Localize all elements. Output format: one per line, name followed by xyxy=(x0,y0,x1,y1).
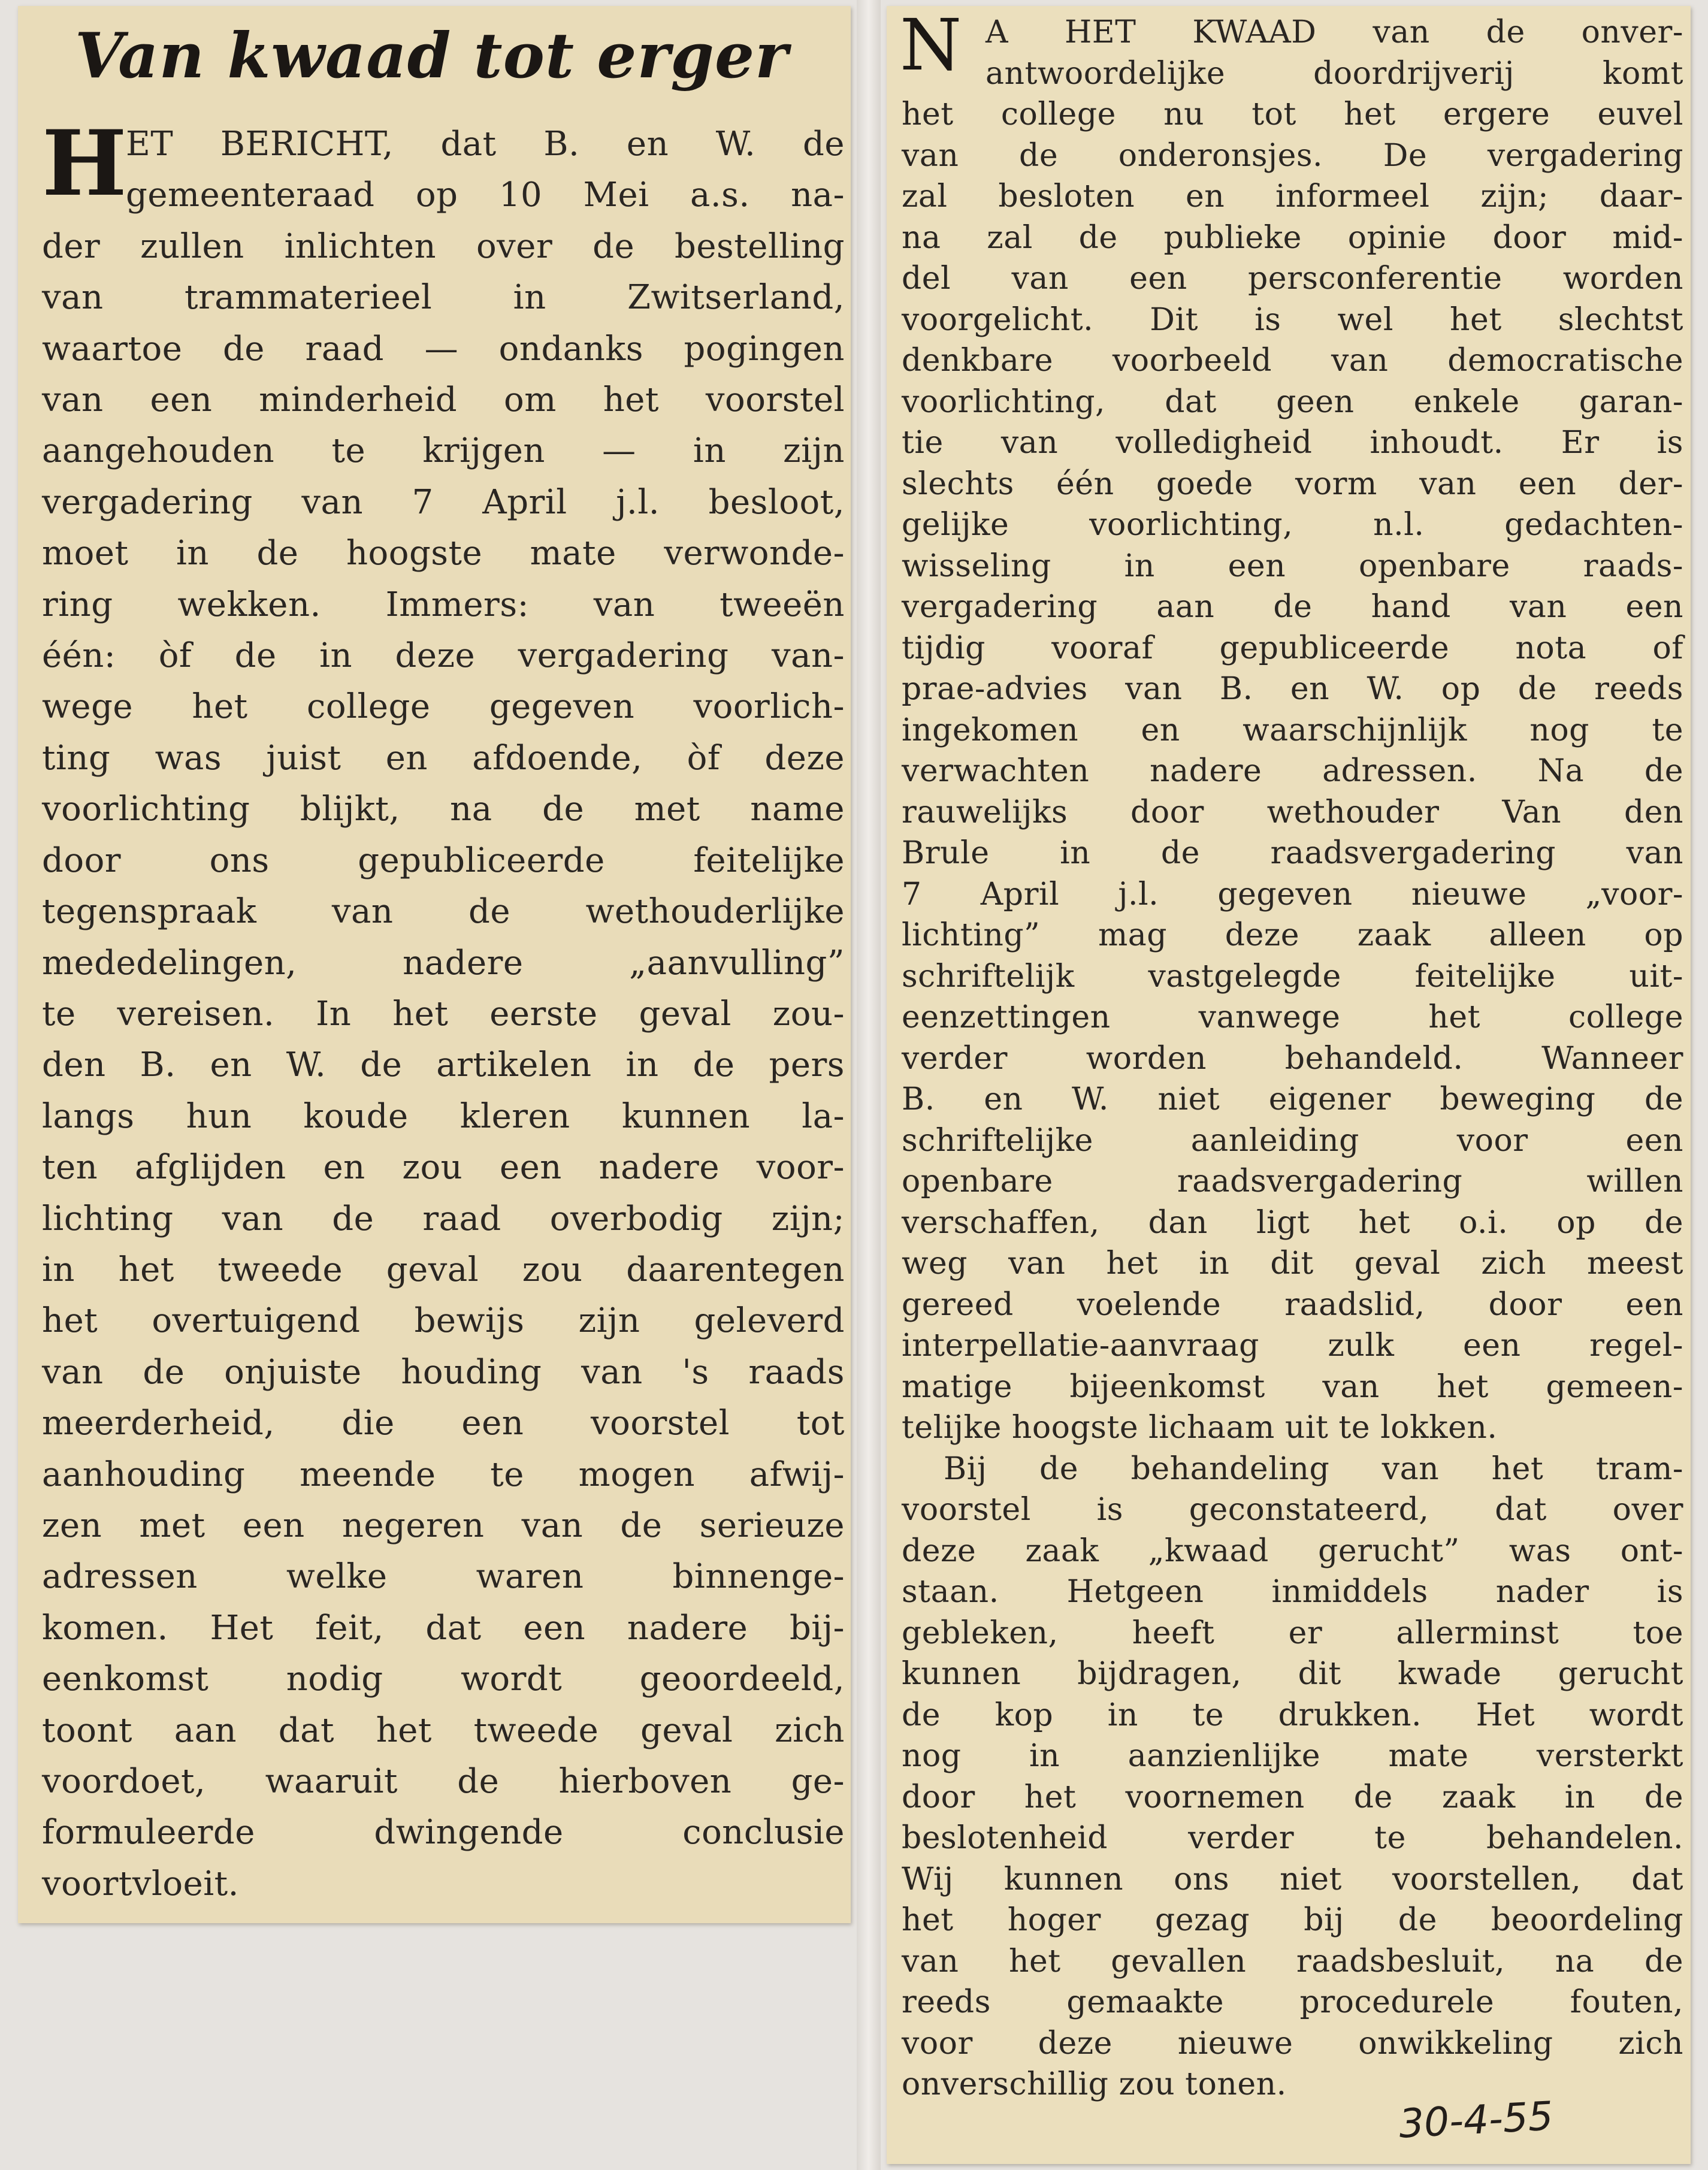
text-line: kunnen bijdragen, dit kwade gerucht xyxy=(902,1656,1683,1692)
text-line: antwoordelijke doordrijverij komt xyxy=(985,55,1683,92)
text-line: van de onderonsjes. De vergadering xyxy=(902,137,1683,174)
text-line: door het voornemen de zaak in de xyxy=(902,1779,1683,1815)
text-line: verder worden behandeld. Wanneer xyxy=(902,1040,1683,1077)
text-line: zen met een negeren van de serieuze xyxy=(42,1506,845,1545)
text-line: tegenspraak van de wethouderlijke xyxy=(42,892,845,932)
text-line: het overtuigend bewijs zijn geleverd xyxy=(42,1301,845,1341)
text-line: de kop in te drukken. Het wordt xyxy=(902,1697,1683,1733)
text-line: prae-advies van B. en W. op de reeds xyxy=(902,671,1683,707)
text-line: adressen welke waren binnenge- xyxy=(42,1557,845,1597)
text-line: komen. Het feit, dat een nadere bij- xyxy=(42,1608,845,1648)
text-line: interpellatie-aanvraag zulk een regel- xyxy=(902,1328,1683,1364)
text-line: voorlichting blijkt, na de met name xyxy=(42,790,845,829)
text-line: van trammaterieel in Zwitserland, xyxy=(42,278,845,318)
clipping-right-column xyxy=(887,6,1691,2164)
text-line: in het tweede geval zou daarentegen xyxy=(42,1250,845,1289)
right-drop-cap: N xyxy=(900,4,962,86)
text-line: aangehouden te krijgen — in zijn xyxy=(42,431,845,471)
text-line: ten afglijden en zou een nadere voor- xyxy=(42,1148,845,1187)
handwritten-date: 30-4-55 xyxy=(1398,2093,1555,2147)
text-line: verschaffen, dan ligt het o.i. op de xyxy=(902,1204,1683,1241)
text-line: gereed voelende raadslid, door een xyxy=(902,1286,1683,1323)
text-line: formuleerde dwingende conclusie xyxy=(42,1813,845,1852)
text-line: Wij kunnen ons niet voorstellen, dat xyxy=(902,1861,1683,1897)
text-line: voordoet, waaruit de hierboven ge- xyxy=(42,1762,845,1801)
text-line: del van een persconferentie worden xyxy=(902,261,1683,297)
text-line: verwachten nadere adressen. Na de xyxy=(902,753,1683,789)
text-line: voortvloeit. xyxy=(42,1864,239,1903)
text-line: nog in aanzienlijke mate versterkt xyxy=(902,1738,1683,1774)
text-line: slechts één goede vorm van een der- xyxy=(902,466,1683,502)
text-line: te vereisen. In het eerste geval zou- xyxy=(42,994,845,1033)
text-line: ting was juist en afdoende, òf deze xyxy=(42,738,845,778)
text-line: toont aan dat het tweede geval zich xyxy=(42,1710,845,1750)
text-line: lichting van de raad overbodig zijn; xyxy=(42,1199,845,1238)
text-line: van de onjuiste houding van 's raads xyxy=(42,1352,845,1392)
text-line: waartoe de raad — ondanks pogingen xyxy=(42,329,845,368)
text-line: het hoger gezag bij de beoordeling xyxy=(902,1902,1683,1938)
text-line: ring wekken. Immers: van tweeën xyxy=(42,585,845,624)
left-drop-cap: H xyxy=(42,111,127,216)
text-line: zal besloten en informeel zijn; daar- xyxy=(902,179,1683,214)
text-line: staan. Hetgeen inmiddels nader is xyxy=(902,1574,1683,1610)
text-line: vergadering van 7 April j.l. besloot, xyxy=(42,482,845,522)
text-line: moet in de hoogste mate verwonde- xyxy=(42,534,845,573)
text-line: gebleken, heeft er allerminst toe xyxy=(902,1615,1683,1651)
text-line: B. en W. niet eigener beweging de xyxy=(902,1081,1683,1117)
text-line: gelijke voorlichting, n.l. gedachten- xyxy=(902,507,1683,543)
text-line: Bij de behandeling van het tram- xyxy=(944,1450,1683,1487)
text-line: één: òf de in deze vergadering van- xyxy=(42,636,845,676)
right-column-text xyxy=(900,4,1683,2105)
text-line: beslotenheid verder te behandelen. xyxy=(902,1820,1683,1856)
text-line: het college nu tot het ergere euvel xyxy=(902,96,1683,132)
text-line: voorlichting, dat geen enkele garan- xyxy=(902,383,1683,420)
text-line: mededelingen, nadere „aanvulling” xyxy=(42,943,845,983)
text-line: aanhouding meende te mogen afwij- xyxy=(42,1455,845,1494)
article-headline: Van kwaad tot erger xyxy=(75,19,788,92)
text-line: voor deze nieuwe onwikkeling zich xyxy=(902,2025,1683,2062)
text-line: schriftelijke aanleiding voor een xyxy=(902,1122,1683,1159)
text-line: schriftelijk vastgelegde feitelijke uit- xyxy=(902,958,1683,995)
text-line: voorstel is geconstateerd, dat over xyxy=(902,1492,1683,1528)
text-line: deze zaak „kwaad gerucht” was ont- xyxy=(902,1533,1683,1569)
text-line: 7 April j.l. gegeven nieuwe „voor- xyxy=(902,876,1683,912)
text-line: voorgelicht. Dit is wel het slechtst xyxy=(902,301,1683,338)
text-line: matige bijeenkomst van het gemeen- xyxy=(902,1368,1683,1405)
text-line: A HET KWAAD van de onver- xyxy=(985,14,1683,50)
text-line: na zal de publieke opinie door mid- xyxy=(902,219,1683,256)
text-line: gemeenteraad op 10 Mei a.s. na- xyxy=(126,176,845,215)
text-line: eenkomst nodig wordt geoordeeld, xyxy=(42,1660,845,1699)
text-line: wisseling in een openbare raads- xyxy=(902,548,1683,584)
text-line: ingekomen en waarschijnlijk nog te xyxy=(902,712,1683,748)
text-line: denkbare voorbeeld van democratische xyxy=(902,343,1683,379)
text-line: van het gevallen raadsbesluit, na de xyxy=(902,1943,1683,1979)
text-line: reeds gemaakte procedurele fouten, xyxy=(902,1984,1683,2020)
text-line: der zullen inlichten over de bestelling xyxy=(42,226,845,266)
text-line: eenzettingen vanwege het college xyxy=(902,999,1683,1035)
scrapbook-background xyxy=(857,0,881,2170)
text-line: Brule in de raadsvergadering van xyxy=(902,835,1683,871)
text-line: onverschillig zou tonen. xyxy=(902,2066,1287,2102)
text-line: tie van volledigheid inhoudt. Er is xyxy=(902,425,1683,461)
text-line: tijdig vooraf gepubliceerde nota of xyxy=(902,630,1683,666)
text-line: meerderheid, die een voorstel tot xyxy=(42,1404,845,1443)
text-line: telijke hoogste lichaam uit te lokken. xyxy=(902,1410,1498,1446)
text-line: van een minderheid om het voorstel xyxy=(42,380,845,420)
text-line: weg van het in dit geval zich meest xyxy=(902,1246,1683,1282)
text-line: openbare raadsvergadering willen xyxy=(902,1163,1683,1199)
text-line: den B. en W. de artikelen in de pers xyxy=(42,1045,845,1085)
text-line: ET BERICHT, dat B. en W. de xyxy=(126,125,845,164)
clipping-left-column xyxy=(18,6,851,1923)
text-line: langs hun koude kleren kunnen la- xyxy=(42,1096,845,1136)
text-line: wege het college gegeven voorlich- xyxy=(42,687,845,727)
left-column-text xyxy=(42,111,845,1909)
text-line: lichting” mag deze zaak alleen op xyxy=(902,917,1683,953)
text-line: rauwelijks door wethouder Van den xyxy=(902,794,1683,830)
text-line: door ons gepubliceerde feitelijke xyxy=(42,841,845,880)
text-line: vergadering aan de hand van een xyxy=(902,589,1683,625)
